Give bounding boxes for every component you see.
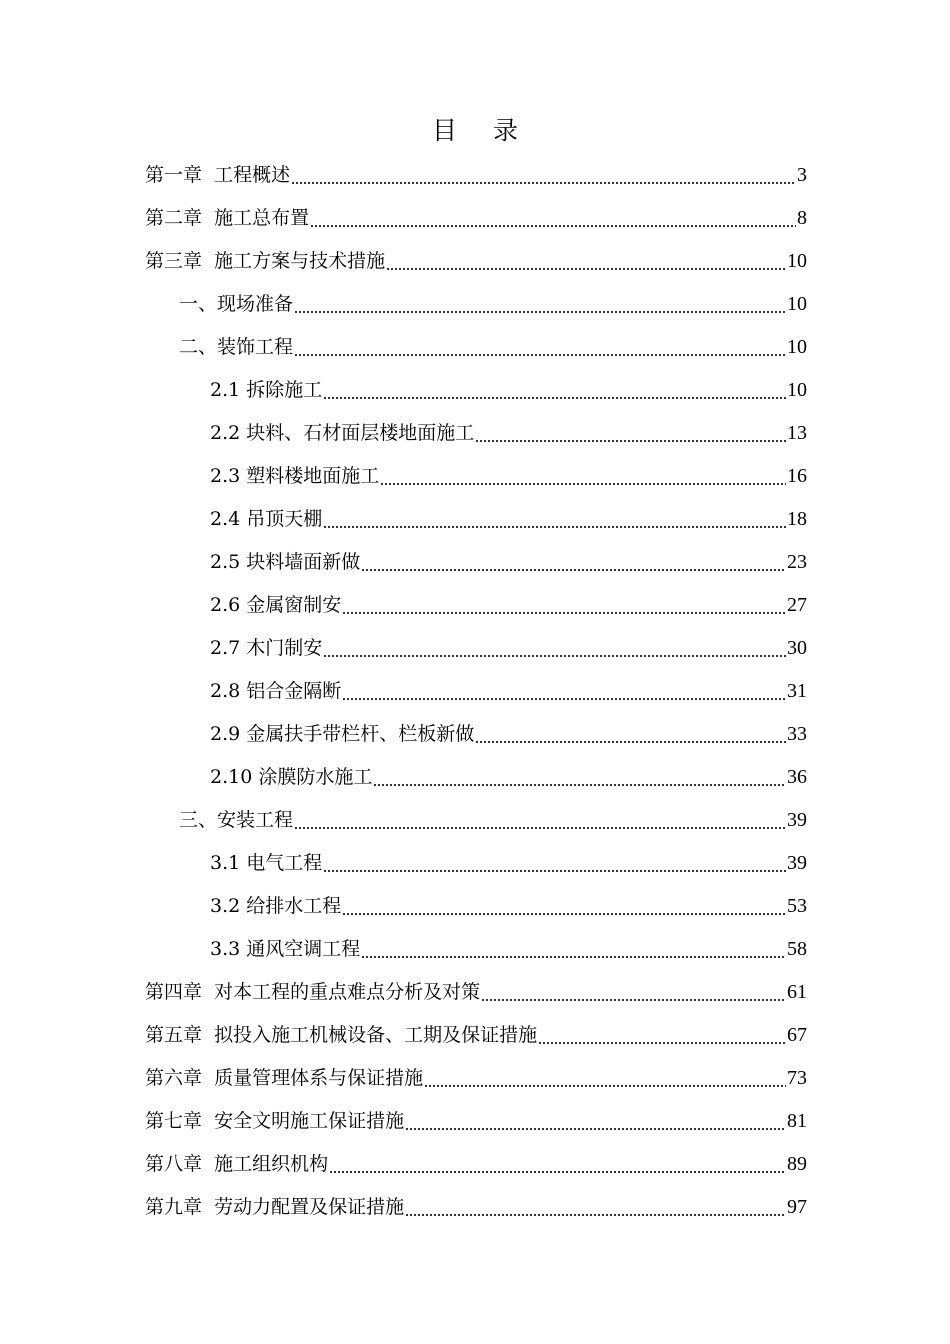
toc-page-number: 58 xyxy=(787,938,807,960)
toc-dot-leader xyxy=(342,698,786,700)
toc-entry-text: 3.2 给排水工程 xyxy=(210,895,342,917)
toc-entry-text: 2.8 铝合金隔断 xyxy=(210,680,342,702)
toc-dot-leader xyxy=(342,913,786,915)
toc-entry[interactable] xyxy=(0,154,950,197)
toc-list xyxy=(0,154,950,1229)
toc-entry[interactable] xyxy=(0,756,950,799)
toc-entry-text: 第六章 质量管理体系与保证措施 xyxy=(145,1067,424,1089)
toc-page-number: 61 xyxy=(787,981,807,1003)
toc-page-number: 10 xyxy=(787,293,807,315)
toc-entry-text: 2.2 块料、石材面层楼地面施工 xyxy=(210,422,475,444)
toc-dot-leader xyxy=(323,526,786,528)
toc-entry[interactable] xyxy=(0,842,950,885)
toc-page-number: 73 xyxy=(787,1067,807,1089)
toc-dot-leader xyxy=(481,999,786,1001)
toc-entry-text: 2.4 吊顶天棚 xyxy=(210,508,323,530)
toc-entry[interactable] xyxy=(0,498,950,541)
toc-entry[interactable] xyxy=(0,240,950,283)
toc-page-number: 18 xyxy=(787,508,807,530)
toc-entry[interactable] xyxy=(0,541,950,584)
toc-title: 目 录 xyxy=(432,116,532,145)
toc-entry-text: 第一章 工程概述 xyxy=(145,164,291,186)
toc-page-number: 81 xyxy=(787,1110,807,1132)
toc-dot-leader xyxy=(323,655,786,657)
toc-entry[interactable] xyxy=(0,283,950,326)
toc-dot-leader xyxy=(373,784,786,786)
toc-entry[interactable] xyxy=(0,326,950,369)
toc-entry[interactable] xyxy=(0,1014,950,1057)
toc-entry-text: 第七章 安全文明施工保证措施 xyxy=(145,1110,405,1132)
toc-page-number: 27 xyxy=(787,594,807,616)
toc-entry[interactable] xyxy=(0,1057,950,1100)
toc-page-number: 8 xyxy=(797,207,807,229)
toc-entry-text: 第二章 施工总布置 xyxy=(145,207,310,229)
toc-page-number: 67 xyxy=(787,1024,807,1046)
toc-dot-leader xyxy=(424,1085,786,1087)
toc-page-number: 97 xyxy=(787,1196,807,1218)
toc-entry-text: 第九章 劳动力配置及保证措施 xyxy=(145,1196,405,1218)
toc-dot-leader xyxy=(342,612,786,614)
toc-page-number: 89 xyxy=(787,1153,807,1175)
toc-dot-leader xyxy=(310,225,796,227)
toc-entry-text: 二、装饰工程 xyxy=(179,336,294,358)
toc-entry[interactable] xyxy=(0,713,950,756)
toc-page-number: 30 xyxy=(787,637,807,659)
toc-entry-text: 3.1 电气工程 xyxy=(210,852,323,874)
toc-dot-leader xyxy=(294,827,786,829)
toc-dot-leader xyxy=(475,741,786,743)
toc-dot-leader xyxy=(291,182,796,184)
toc-entry-text: 2.7 木门制安 xyxy=(210,637,323,659)
toc-entry[interactable] xyxy=(0,1100,950,1143)
toc-entry[interactable] xyxy=(0,369,950,412)
toc-entry[interactable] xyxy=(0,799,950,842)
toc-dot-leader xyxy=(361,569,786,571)
toc-entry[interactable] xyxy=(0,584,950,627)
toc-entry-text: 2.5 块料墙面新做 xyxy=(210,551,361,573)
toc-entry-text: 2.9 金属扶手带栏杆、栏板新做 xyxy=(210,723,475,745)
toc-dot-leader xyxy=(294,311,786,313)
toc-entry[interactable] xyxy=(0,670,950,713)
toc-entry-text: 2.1 拆除施工 xyxy=(210,379,323,401)
toc-entry-text: 一、现场准备 xyxy=(179,293,294,315)
toc-entry-text: 3.3 通风空调工程 xyxy=(210,938,361,960)
toc-dot-leader xyxy=(380,483,786,485)
toc-page-number: 31 xyxy=(787,680,807,702)
toc-dot-leader xyxy=(386,268,786,270)
toc-dot-leader xyxy=(405,1214,786,1216)
toc-entry[interactable] xyxy=(0,1143,950,1186)
toc-page-number: 33 xyxy=(787,723,807,745)
toc-dot-leader xyxy=(329,1171,786,1173)
toc-dot-leader xyxy=(475,440,786,442)
toc-entry-text: 2.6 金属窗制安 xyxy=(210,594,342,616)
toc-entry[interactable] xyxy=(0,928,950,971)
toc-dot-leader xyxy=(294,354,786,356)
toc-entry-text: 2.3 塑料楼地面施工 xyxy=(210,465,380,487)
toc-entry[interactable] xyxy=(0,885,950,928)
toc-entry[interactable] xyxy=(0,971,950,1014)
toc-page-number: 3 xyxy=(797,164,807,186)
toc-page-number: 13 xyxy=(787,422,807,444)
toc-page-number: 10 xyxy=(787,336,807,358)
toc-entry[interactable] xyxy=(0,1186,950,1229)
toc-page-number: 10 xyxy=(787,379,807,401)
toc-entry[interactable] xyxy=(0,627,950,670)
toc-entry-text: 第八章 施工组织机构 xyxy=(145,1153,329,1175)
toc-dot-leader xyxy=(538,1042,786,1044)
toc-entry-text: 2.10 涂膜防水施工 xyxy=(210,766,373,788)
toc-dot-leader xyxy=(323,870,786,872)
toc-dot-leader xyxy=(405,1128,786,1130)
toc-entry[interactable] xyxy=(0,197,950,240)
toc-page-number: 23 xyxy=(787,551,807,573)
toc-page-number: 10 xyxy=(787,250,807,272)
toc-page-number: 39 xyxy=(787,852,807,874)
toc-page-number: 36 xyxy=(787,766,807,788)
toc-page-number: 53 xyxy=(787,895,807,917)
toc-entry-text: 第四章 对本工程的重点难点分析及对策 xyxy=(145,981,481,1003)
toc-page-number: 39 xyxy=(787,809,807,831)
toc-entry-text: 三、安装工程 xyxy=(179,809,294,831)
toc-entry[interactable] xyxy=(0,412,950,455)
toc-entry-text: 第三章 施工方案与技术措施 xyxy=(145,250,386,272)
toc-entry-text: 第五章 拟投入施工机械设备、工期及保证措施 xyxy=(145,1024,538,1046)
toc-dot-leader xyxy=(361,956,786,958)
toc-entry[interactable] xyxy=(0,455,950,498)
toc-dot-leader xyxy=(323,397,786,399)
toc-page-number: 16 xyxy=(787,465,807,487)
